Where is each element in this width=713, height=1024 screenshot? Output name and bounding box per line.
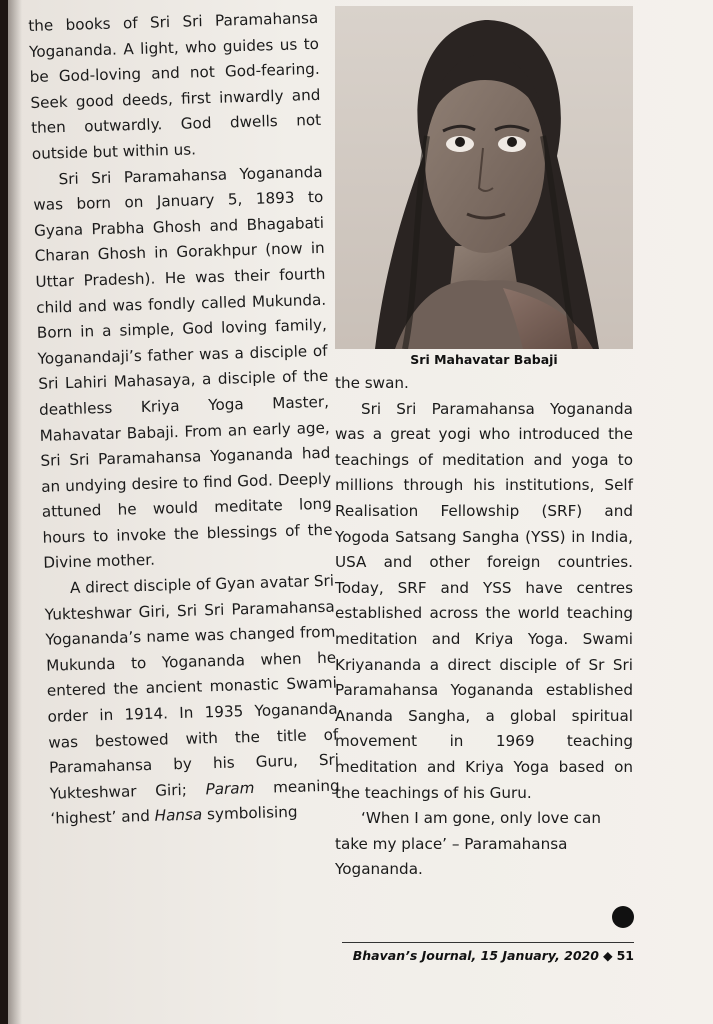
- paragraph-disciple-text-1: A direct disciple of Gyan avatar Sri Yukteshwar Giri, Sri Sri Paramahansa Yogananda’s name was changed from Mukunda to Yogananda when he entered the ancient monastic Swami order in 1914. In 1935 Yogananda was bestowed with the title of Paramahansa by his Guru, Sri Yukteshwar Giri;: [44, 571, 340, 803]
- footer-rule: [342, 942, 634, 943]
- paragraph-disciple-text-2: meaning ‘highest’ and: [50, 776, 340, 829]
- journal-name: Bhavan’s Journal, 15 January, 2020: [352, 948, 599, 963]
- paragraph-swan: the swan.: [335, 374, 409, 392]
- page-gutter-shadow: [8, 0, 22, 1024]
- paragraph-teachings: Sri Sri Paramahansa Yogananda was a great yogi who introduced the teachings of meditation and yoga to millions through his institutions, Self Realisation Fellowship (SRF) and Yogoda Satsang Sangha (YSS) in India, USA and other foreign countries. Today, SRF and YSS have centres established across the world teaching meditation and Kriya Yoga. Swami Kriyananda a direct disciple of Sr Sri Paramahansa Yogananda established Ananda Sangha, a global spiritual movement in 1969 teaching meditation and Kriya Yoga based on the teachings of his Guru.: [335, 399, 633, 802]
- diamond-icon: ◆: [602, 948, 613, 963]
- article-end-mark-icon: [612, 906, 634, 928]
- left-column: [28, 6, 341, 833]
- portrait-image: [335, 6, 633, 349]
- right-column: [335, 371, 633, 883]
- paragraph-intro-continued: the books of Sri Sri Paramahansa Yogananda. A light, who guides us to be God-loving and not God-fearing. Seek good deeds, first inwardly and then outwardly. God dwells not outside but within us.: [28, 8, 322, 163]
- portrait-photo: [335, 6, 633, 349]
- paragraph-quote: ‘When I am gone, only love can take my place’ – Paramahansa Yogananda.: [335, 809, 601, 879]
- page-number: 51: [616, 948, 634, 963]
- photo-caption: Sri Mahavatar Babaji: [410, 352, 558, 367]
- paragraph-birth: Sri Sri Paramahansa Yogananda was born on January 5, 1893 to Gyana Prabha Ghosh and Bhagabati Charan Ghosh in Gorakhpur (now in Uttar Pradesh). He was their fourth child and was fondly called Mukunda. Born in a simple, God loving family, Yoganandaji’s father was a disciple of Sri Lahiri Mahasaya, a disciple of the deathless Kriya Yoga Master, Mahavatar Babaji. From an early age, Sri Sri Paramahansa Yogananda had an undying desire to find God. Deeply attuned he would meditate long hours to invoke the blessings of the Divine mother.: [33, 162, 333, 573]
- term-param: Param: [205, 778, 255, 799]
- page-footer: [342, 948, 634, 963]
- paragraph-disciple-text-3: symbolising: [201, 803, 298, 824]
- term-hansa: Hansa: [154, 805, 203, 826]
- paragraph-disciple: [44, 569, 341, 833]
- journal-page: [8, 0, 713, 1024]
